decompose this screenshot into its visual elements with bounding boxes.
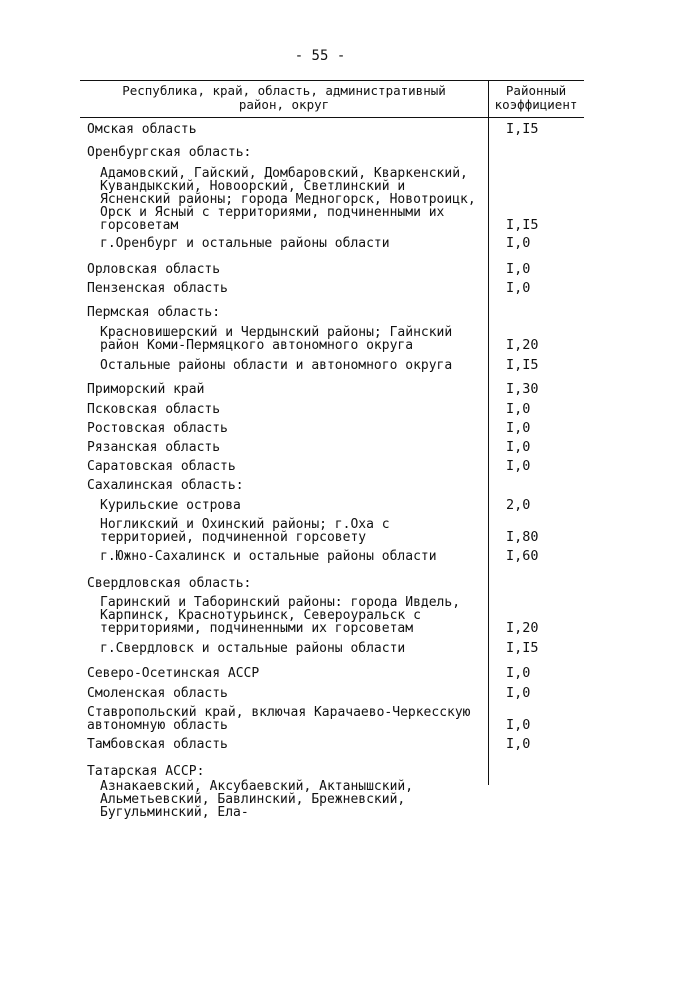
table-row-region: Сахалинская область: [87, 478, 244, 493]
table-row-region: Курильские острова [100, 498, 241, 513]
table-row-region: Красновишерский и Чердынский районы; Гайнский район Коми-Пермяцкого автономного округа [100, 325, 453, 353]
table-row-region: Ногликский и Охинский районы; г.Оха с территорией, подчиненной горсовету [100, 517, 390, 545]
table-cell-coefficient: I,0 [506, 685, 531, 701]
page-number: - 55 - [294, 48, 346, 64]
table-cell-coefficient: I,0 [506, 717, 531, 733]
table-cell-coefficient: I,0 [506, 420, 531, 436]
table-row-region: Омская область [87, 122, 197, 137]
table-top-rule [80, 80, 584, 81]
table-cell-coefficient: I,0 [506, 458, 531, 474]
table-cell-coefficient: I,0 [506, 235, 531, 251]
table-cell-coefficient: I,20 [506, 620, 539, 636]
table-row-region: Татарская АССР: [87, 764, 205, 779]
table-row-region: Пермская область: [87, 305, 221, 320]
table-row-region: г.Южно-Сахалинск и остальные районы области [100, 549, 437, 564]
table-row-region: Азнакаевский, Аксубаевский, Актанышский, Альметьевский, Бавлинский, Брежневский, Бугульминский, Ела- [100, 779, 414, 820]
table-cell-coefficient: I,0 [506, 665, 531, 681]
table-row-region: Адамовский, Гайский, Домбаровский, Кваркенский, Кувандыкский, Новоорский, Светлинский и Ясненский районы; города Медногорск, Новотроицк, Орск и Ясный с территориями, подчиненными их горсоветам [100, 166, 476, 233]
table-row-region: Пензенская область [87, 281, 228, 296]
coefficient-table [80, 80, 584, 785]
table-cell-coefficient: I,80 [506, 529, 539, 545]
table-row-region: Орловская область [87, 262, 221, 277]
header-region: Республика, край, область, административный район, округ [122, 83, 446, 112]
table-header-rule [80, 117, 584, 118]
table-cell-coefficient: I,I5 [506, 217, 539, 233]
header-coefficient: Районный коэффициент [494, 83, 578, 112]
table-cell-coefficient: I,30 [506, 381, 539, 397]
table-cell-coefficient: I,20 [506, 337, 539, 353]
table-cell-coefficient: 2,0 [506, 497, 531, 513]
table-cell-coefficient: I,I5 [506, 121, 539, 137]
table-cell-coefficient: I,I5 [506, 640, 539, 656]
table-row-region: Саратовская область [87, 459, 236, 474]
table-cell-coefficient: I,0 [506, 280, 531, 296]
table-row-region: Ставропольский край, включая Карачаево-Черкесскую автономную область [87, 705, 471, 733]
table-row-region: г.Свердловск и остальные районы области [100, 641, 406, 656]
table-row-region: Приморский край [87, 382, 205, 397]
table-cell-coefficient: I,I5 [506, 357, 539, 373]
table-cell-coefficient: I,0 [506, 261, 531, 277]
table-row-region: г.Оренбург и остальные районы области [100, 236, 390, 251]
table-cell-coefficient: I,0 [506, 439, 531, 455]
table-row-region: Псковская область [87, 402, 221, 417]
table-row-region: Тамбовская область [87, 737, 228, 752]
table-cell-coefficient: I,0 [506, 401, 531, 417]
table-row-region: Свердловская область: [87, 576, 252, 591]
table-row-region: Ростовская область [87, 421, 228, 436]
table-cell-coefficient: I,0 [506, 736, 531, 752]
table-row-region: Остальные районы области и автономного округа [100, 358, 453, 373]
table-row-region: Смоленская область [87, 686, 228, 701]
table-cell-coefficient: I,60 [506, 548, 539, 564]
table-row-region: Оренбургская область: [87, 145, 252, 160]
table-row-region: Северо-Осетинская АССР [87, 666, 260, 681]
table-row-region: Рязанская область [87, 440, 221, 455]
table-row-region: Гаринский и Таборинский районы: города Ивдель, Карпинск, Краснотурьинск, Североуральск с территориями, подчиненными их горсоветам [100, 595, 461, 636]
